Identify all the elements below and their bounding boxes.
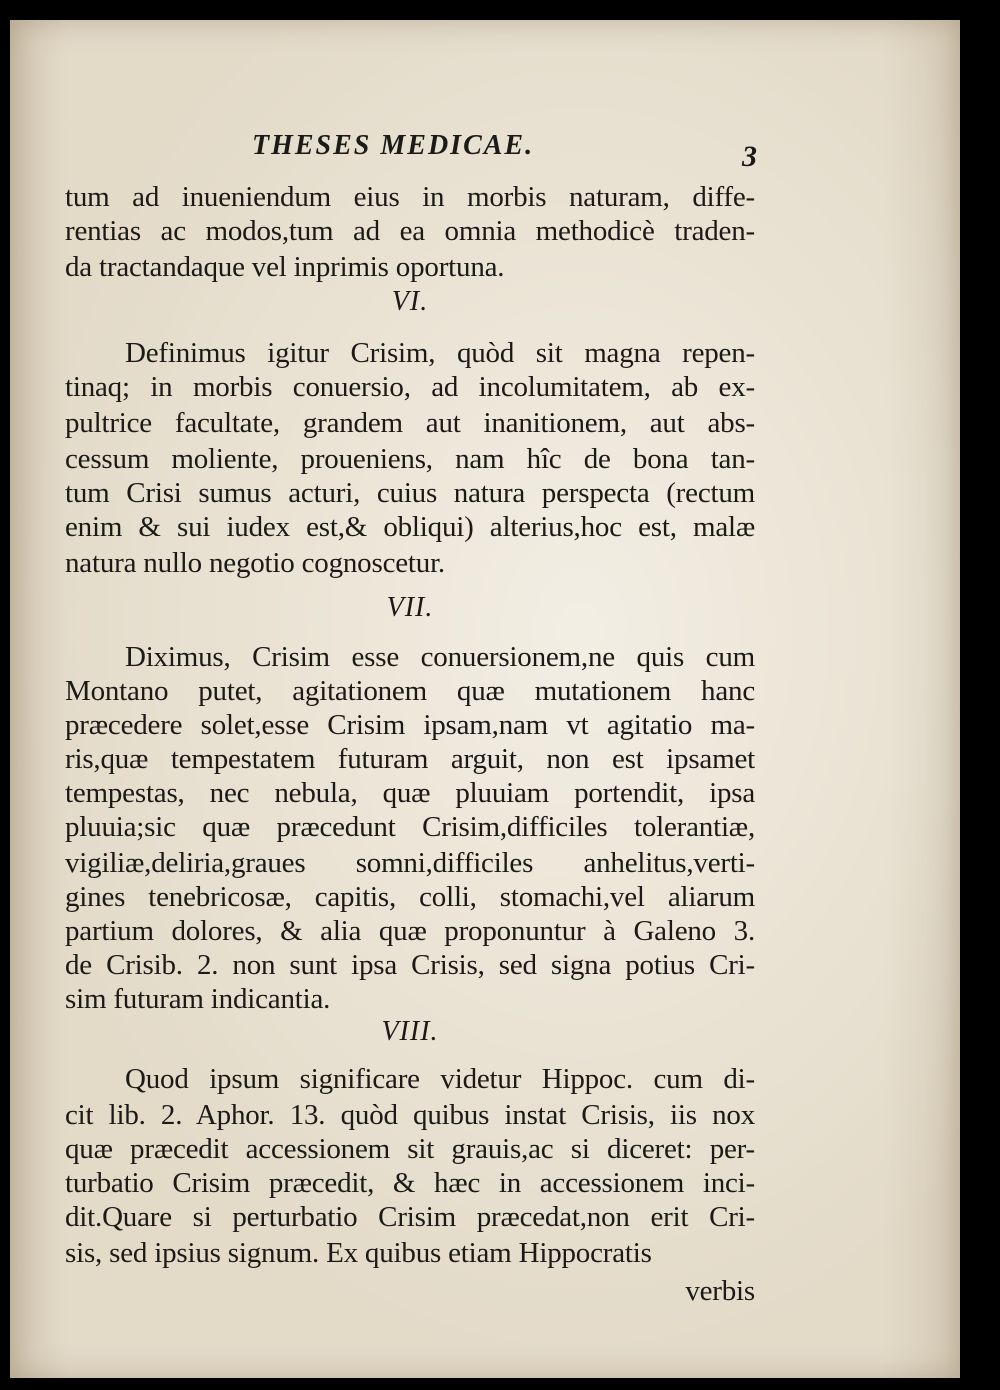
running-head: THESES MEDICAE. [252, 130, 535, 161]
text-line: de Crisib. 2. non sunt ipsa Crisis, sed signa potius Cri- [65, 949, 755, 981]
text-line: tempestas, nec nebula, quæ pluuiam portendit, ipsa [65, 777, 755, 809]
text-line: pultrice facultate, grandem aut inanitionem, aut abs- [65, 407, 755, 439]
text-line: natura nullo negotio cognoscetur. [65, 547, 445, 579]
text-line: Montano putet, agitationem quæ mutationem hanc [65, 675, 755, 707]
section-heading-vii: VII. [386, 592, 434, 623]
text-line: cit lib. 2. Aphor. 13. quòd quibus instat Crisis, iis nox [65, 1099, 755, 1131]
text-line: da tractandaque vel inprimis oportuna. [65, 251, 505, 283]
text-line: sis, sed ipsius signum. Ex quibus etiam Hippocratis [65, 1237, 652, 1269]
text-line: dit.Quare si perturbatio Crisim præcedat,non erit Cri- [65, 1201, 755, 1233]
text-line: præcedere solet,esse Crisim ipsam,nam vt agitatio ma- [65, 709, 755, 741]
text-line: gines tenebricosæ, capitis, colli, stomachi,vel aliarum [65, 881, 755, 913]
text-line: pluuia;sic quæ præcedunt Crisim,difficiles tolerantiæ, [65, 811, 755, 843]
text-line: tum Crisi sumus acturi, cuius natura perspecta (rectum [65, 477, 755, 509]
section-heading-vi: VI. [391, 286, 429, 317]
page-header [10, 130, 960, 173]
text-line: Quod ipsum significare videtur Hippoc. cum di- [125, 1063, 755, 1095]
text-line: partium dolores, & alia quæ proponuntur à Galeno 3. [65, 915, 755, 947]
book-page [10, 20, 960, 1378]
text-line: rentias ac modos,tum ad ea omnia methodicè traden- [65, 215, 755, 247]
text-line: vigiliæ,deliria,graues somni,difficiles anhelitus,verti- [65, 847, 755, 879]
text-line: sim futuram indicantia. [65, 983, 331, 1015]
text-line: ris,quæ tempestatem futuram arguit, non est ipsamet [65, 743, 755, 775]
text-line: turbatio Crisim præcedit, & hæc in accessionem inci- [65, 1167, 755, 1199]
text-line: Diximus, Crisim esse conuersionem,ne quis cum [125, 641, 755, 673]
text-line: enim & sui iudex est,& obliqui) alterius,hoc est, malæ [65, 511, 755, 543]
text-line: Definimus igitur Crisim, quòd sit magna repen- [125, 337, 755, 369]
text-line: cessum moliente, proueniens, nam hîc de bona tan- [65, 443, 755, 475]
catchword: verbis [685, 1275, 755, 1307]
text-line: tum ad inueniendum eius in morbis naturam, diffe- [65, 181, 755, 213]
text-line: quæ præcedit accessionem sit grauis,ac si diceret: per- [65, 1133, 755, 1165]
section-heading-viii: VIII. [381, 1016, 439, 1047]
page-number: 3 [742, 140, 757, 173]
text-line: tinaq; in morbis conuersio, ad incolumitatem, ab ex- [65, 371, 755, 403]
